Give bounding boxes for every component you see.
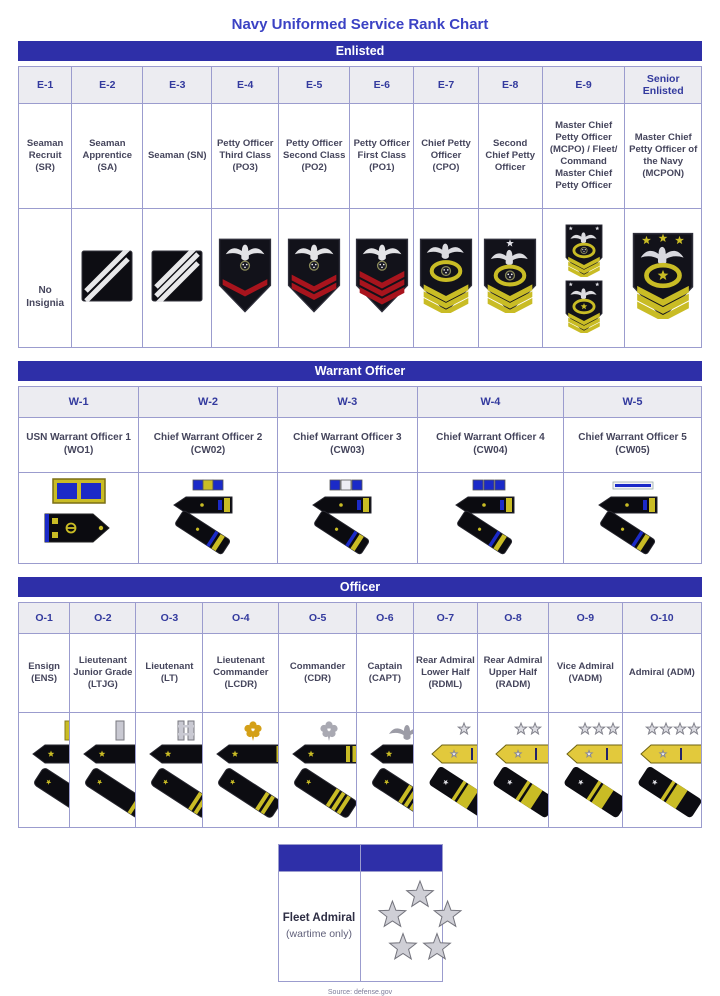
- rank-sections: [0, 41, 720, 828]
- grade-header-e-7: E-7: [414, 67, 478, 104]
- fleet-admiral-name-cell: [278, 872, 360, 982]
- rank-title-o-10: Admiral (ADM): [622, 634, 701, 713]
- fleet-header-left: [278, 845, 360, 872]
- fleet-admiral-qualifier: (wartime only): [286, 927, 352, 940]
- officer-rank-table: [18, 602, 702, 828]
- grade-header-o-8: O-8: [477, 603, 548, 634]
- eagle-red-chevron-1-icon: [212, 209, 279, 348]
- grade-header-o-6: O-6: [357, 603, 414, 634]
- diagonal-stripes-3-icon: [143, 209, 212, 348]
- grade-header-o-3: O-3: [136, 603, 203, 634]
- rank-title-e-5: Petty Officer Second Class (PO2): [279, 104, 350, 209]
- no-insignia-label: No Insignia: [26, 284, 65, 309]
- rank-title-o-3: Lieutenant (LT): [136, 634, 203, 713]
- eagle-red-chevron-3-icon: [350, 209, 414, 348]
- grade-header-o-9: O-9: [548, 603, 622, 634]
- enlisted-name-row: [19, 104, 702, 209]
- rank-title-e-1: Seaman Recruit (SR): [19, 104, 72, 209]
- grade-header-w-3: W-3: [277, 387, 417, 418]
- rank-title-e-6: Petty Officer First Class (PO1): [350, 104, 414, 209]
- enlisted-section-banner: Enlisted: [18, 41, 702, 61]
- grade-header-w-2: W-2: [139, 387, 278, 418]
- fleet-admiral-name: Fleet Admiral: [282, 911, 356, 924]
- warrant-4-icon: [417, 473, 563, 564]
- rank-title-w-2: Chief Warrant Officer 2 (CW02): [139, 418, 278, 473]
- officer-insignia-row: [19, 713, 702, 828]
- grade-header-senior-enlisted: Senior Enlisted: [625, 67, 702, 104]
- officer-gold-bar-icon: [19, 713, 70, 828]
- grade-header-o-10: O-10: [622, 603, 701, 634]
- rank-title-e-8: Second Chief Petty Officer: [478, 104, 542, 209]
- grade-header-e-2: E-2: [72, 67, 143, 104]
- admiral-stars-1-icon: [413, 713, 477, 828]
- rank-title-o-9: Vice Admiral (VADM): [548, 634, 622, 713]
- grade-header-e-3: E-3: [143, 67, 212, 104]
- grade-header-e-1: E-1: [19, 67, 72, 104]
- officer-section-banner: Officer: [18, 577, 702, 597]
- warrant-name-row: [19, 418, 702, 473]
- rank-title-e-9: Master Chief Petty Officer (MCPO) / Fleet/ Command Master Chief Petty Officer: [542, 104, 625, 209]
- rank-title-e-4: Petty Officer Third Class (PO3): [212, 104, 279, 209]
- fleet-header-row: [278, 845, 442, 872]
- officer-double-silver-bars-icon: [136, 713, 203, 828]
- fleet-body-row: [278, 872, 442, 982]
- officer-silver-eagle-icon: [357, 713, 414, 828]
- rank-title-w-5: Chief Warrant Officer 5 (CW05): [564, 418, 702, 473]
- rank-title-o-1: Ensign (ENS): [19, 634, 70, 713]
- diagonal-stripes-2-icon: [72, 209, 143, 348]
- admiral-stars-2-icon: [477, 713, 548, 828]
- grade-header-w-4: W-4: [417, 387, 563, 418]
- rank-title-o-2: Lieutenant Junior Grade (LTJG): [70, 634, 136, 713]
- enlisted-insignia-row: [19, 209, 702, 348]
- grade-header-e-5: E-5: [279, 67, 350, 104]
- grade-header-o-5: O-5: [279, 603, 357, 634]
- fleet-header-right: [360, 845, 442, 872]
- rank-title-e-2: Seaman Apprentice (SA): [72, 104, 143, 209]
- rank-title-e-7: Chief Petty Officer (CPO): [414, 104, 478, 209]
- rank-title-o-5: Commander (CDR): [279, 634, 357, 713]
- admiral-stars-4-icon: [622, 713, 701, 828]
- officer-gold-oak-leaf-icon: [203, 713, 279, 828]
- source-note: Source: defense.gov: [327, 989, 393, 996]
- master-chief-double-badge-icon: [542, 209, 625, 348]
- warrant-grade-row: [19, 387, 702, 418]
- warrant-insignia-row: [19, 473, 702, 564]
- officer-name-row: [19, 634, 702, 713]
- grade-header-e-4: E-4: [212, 67, 279, 104]
- grade-header-o-7: O-7: [413, 603, 477, 634]
- five-star-circle-icon: [360, 872, 442, 982]
- rank-title-e-3: Seaman (SN): [143, 104, 212, 209]
- rank-title-o-7: Rear Admiral Lower Half (RDML): [413, 634, 477, 713]
- warrant-5-icon: [564, 473, 702, 564]
- page-title: Navy Uniformed Service Rank Chart: [231, 16, 489, 33]
- warrant-section-banner: Warrant Officer: [18, 361, 702, 381]
- grade-header-o-1: O-1: [19, 603, 70, 634]
- officer-grade-row: [19, 603, 702, 634]
- warrant-rank-table: [18, 386, 702, 564]
- enlisted-rank-table: [18, 66, 702, 348]
- rank-title-senior-enlisted: Master Chief Petty Officer of the Navy (MCPON): [625, 104, 702, 209]
- warrant-3-icon: [277, 473, 417, 564]
- mcpon-badge-icon: [625, 209, 702, 348]
- grade-header-o-2: O-2: [70, 603, 136, 634]
- grade-header-o-4: O-4: [203, 603, 279, 634]
- grade-header-w-1: W-1: [19, 387, 139, 418]
- no-insignia-icon: [19, 209, 72, 348]
- grade-header-w-5: W-5: [564, 387, 702, 418]
- rank-title-o-8: Rear Admiral Upper Half (RADM): [477, 634, 548, 713]
- rank-title-o-4: Lieutenant Commander (LCDR): [203, 634, 279, 713]
- officer-silver-bar-icon: [70, 713, 136, 828]
- warrant-2-icon: [139, 473, 278, 564]
- officer-silver-oak-leaf-icon: [279, 713, 357, 828]
- rank-title-o-6: Captain (CAPT): [357, 634, 414, 713]
- fleet-admiral-table: [278, 844, 443, 982]
- warrant-1-icon: [19, 473, 139, 564]
- eagle-red-chevron-2-icon: [279, 209, 350, 348]
- rank-title-w-4: Chief Warrant Officer 4 (CW04): [417, 418, 563, 473]
- grade-header-e-8: E-8: [478, 67, 542, 104]
- admiral-stars-3-icon: [548, 713, 622, 828]
- chief-gold-chevrons-star-icon: [478, 209, 542, 348]
- rank-title-w-1: USN Warrant Officer 1 (WO1): [19, 418, 139, 473]
- chief-gold-chevrons-icon: [414, 209, 478, 348]
- enlisted-grade-row: [19, 67, 702, 104]
- rank-title-w-3: Chief Warrant Officer 3 (CW03): [277, 418, 417, 473]
- grade-header-e-9: E-9: [542, 67, 625, 104]
- grade-header-e-6: E-6: [350, 67, 414, 104]
